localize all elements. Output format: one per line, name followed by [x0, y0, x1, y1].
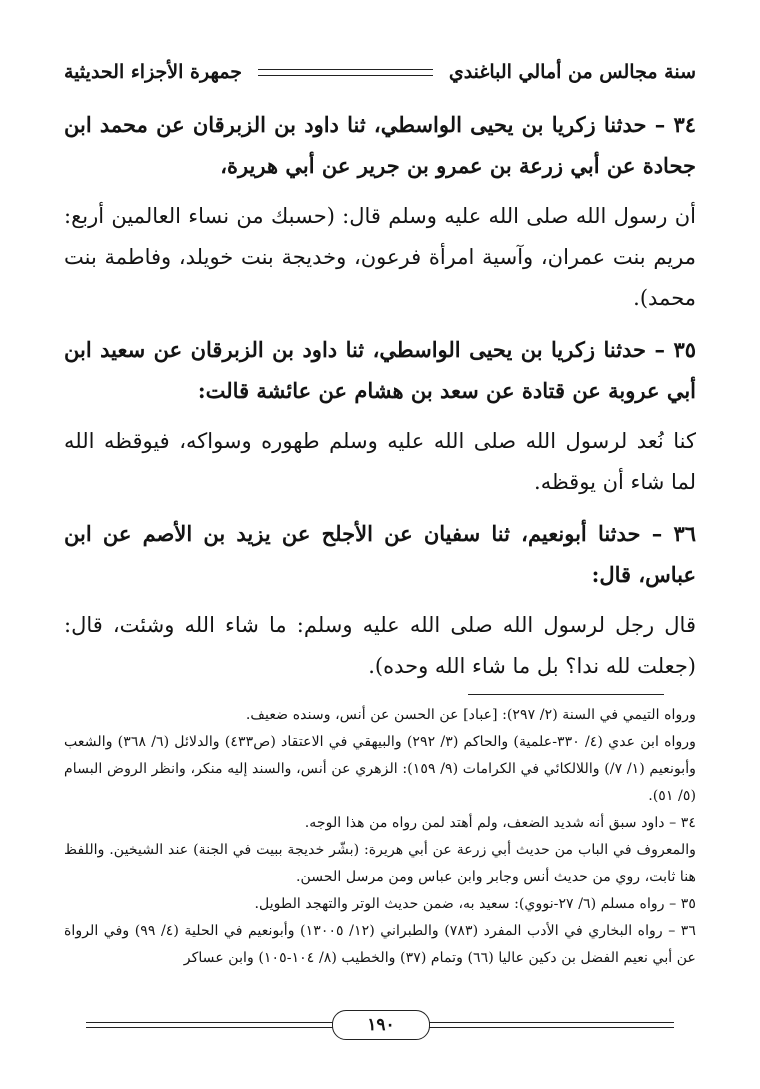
header-rule: [258, 69, 433, 76]
main-text: [64, 104, 696, 697]
book-title: سنة مجالس من أمالي الباغندي: [448, 61, 696, 83]
footnote: ٣٥ – رواه مسلم (٦/ ٢٧-نووي): سعيد به، ضمن حديث الوتر والتهجد الطويل.: [254, 896, 696, 912]
footnote: ٣٦ – رواه البخاري في الأدب المفرد (٧٨٣) والطبراني (١٢/ ١٣٠٠٥) وأبونعيم في الحلية (٤/ ٩٩) وفي الرواة عن أبي نعيم الفضل بن دكين عاليا (٦٦) وتمام (٣٧) والخطيب (٨/ ١٠٤-١٠٥) وابن عساكر: [64, 923, 697, 966]
page-number: ١٩٠: [332, 1010, 430, 1040]
paragraph-hadith-35-isnad: ٣٥ – حدثنا زكريا بن يحيى الواسطي، ثنا داود بن الزبرقان عن سعيد ابن أبي عروبة عن قتادة عن سعد بن هشام عن عائشة قالت:: [64, 337, 696, 403]
paragraph-hadith-36-isnad: ٣٦ – حدثنا أبونعيم، ثنا سفيان عن الأجلح عن يزيد بن الأصم عن ابن عباس، قال:: [64, 521, 696, 587]
footnote: ورواه ابن عدي (٤/ ٣٣٠-علمية) والحاكم (٣/ ٢٩٢) والبيهقي في الاعتقاد (ص٤٣٣) والدلائل (٦/ ٣٦٨) والشعب وأبونعيم (١/ ٧/) واللالكائي في الكرامات (٩/ ١٥٩): الزهري عن أنس، والسند إليه منكر، وانظر الروض البسام (٥/ ٥١).: [64, 734, 697, 804]
paragraph-hadith-36-matn: قال رجل لرسول الله صلى الله عليه وسلم: ما شاء الله وشئت، قال: (جعلت لله ندا؟ بل ما شاء الله وحده).: [64, 613, 696, 678]
paragraph-hadith-34-matn: أن رسول الله صلى الله عليه وسلم قال: (حسبك من نساء العالمين أربع: مريم بنت عمران، وآسية امرأة فرعون، وخديجة بنت خويلد، وفاطمة بنت محمد).: [64, 204, 696, 310]
footnote: ورواه التيمي في السنة (٢/ ٢٩٧): [عباد] عن الحسن عن أنس، وسنده ضعيف.: [245, 707, 696, 723]
paragraph-hadith-35-matn: كنا نُعد لرسول الله صلى الله عليه وسلم طهوره وسواكه، فيوقظه الله لما شاء أن يوقظه.: [64, 429, 697, 494]
footnotes: [64, 702, 696, 972]
footnote: والمعروف في الباب من حديث أبي زرعة عن أبي هريرة: (بشّر خديجة ببيت في الجنة) عند الشيخين. واللفظ هنا ثابت، روي من حديث أنس وجابر وابن عباس ومن مرسل الحسن.: [64, 842, 696, 885]
series-title: جمهرة الأجزاء الحديثية: [64, 61, 242, 83]
footnote: ٣٤ – داود سبق أنه شديد الضعف، ولم أهتد لمن رواه من هذا الوجه.: [304, 815, 696, 831]
running-header: [64, 54, 696, 90]
footnote-separator: [468, 694, 664, 695]
paragraph-hadith-34-isnad: ٣٤ – حدثنا زكريا بن يحيى الواسطي، ثنا داود بن الزبرقان عن محمد ابن جحادة عن أبي زرعة بن عمرو بن جرير عن أبي هريرة،: [64, 112, 696, 178]
